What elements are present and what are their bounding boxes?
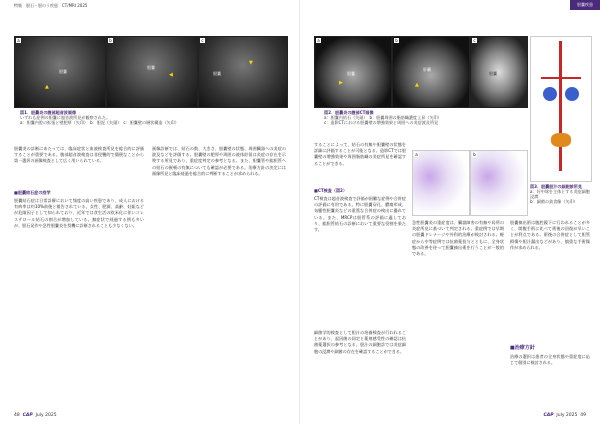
caption-title: 図1．胆嚢炎の腹部超音波画像 [20, 110, 77, 115]
organ-label: 肝臓 [423, 67, 431, 72]
section-heading: ■CT検査（図2） [314, 188, 347, 193]
ultrasound-panel-c [198, 36, 288, 108]
caption-line: b：細菌の貪食像（矢印） [530, 199, 578, 204]
caption-title: 図3．胆嚢胆汁の細胞診所見 [530, 184, 582, 189]
caption-line: a：胆嚢内結石（矢頭） b：胆嚢周囲の脂肪織濃度上昇（矢印） [324, 115, 442, 120]
body-paragraph: CT検査は超音波検査で評価が困難な症例や合併症の評価に有用である。特に胆嚢穿孔、膿瘍形成、気腫性胆嚢炎などの重篤な合併症の検出に優れている。また、MRCPは胆管系の評価に適しており、総胆管結石の診断において重要な役割を果たす。 [314, 196, 406, 233]
panel-label: a [415, 152, 418, 157]
page-footer [14, 413, 57, 418]
body-paragraph: 急性胆嚢炎の重症度は、臓器障害の有無や局所の炎症所見に基づいて判定される。重症例では早期の胆嚢ドレナージや外科的治療が検討される。軽症から中等症例では抗菌薬投与とともに、全身状態の改善を待って胆嚢摘出術を行うことが一般的である。 [412, 220, 504, 257]
cytology-panel-b [470, 150, 528, 216]
page-header: 特集 胆石・胆のう疾患 CT/MRI 2025 [14, 3, 88, 8]
arrow-icon: ▲ [45, 84, 49, 90]
organ-label: 胆嚢 [347, 71, 355, 76]
body-paragraph: することによって、結石の有無や胆嚢壁の状態を詳細に評価することが可能となる。造影CTでは胆嚢壁の増強効果や周囲脂肪織の炎症所見を確認することができる。 [314, 142, 406, 166]
body-paragraph: 治療の選択は患者の全身状態や重症度に応じて個別に検討される。 [510, 354, 590, 366]
panel-label: c [473, 38, 476, 43]
kidney-graphic [565, 87, 579, 101]
right-page [300, 0, 600, 424]
panel-label: a [317, 38, 320, 43]
section-heading: ■治療方針 [510, 345, 535, 351]
organ-label: 胆嚢 [489, 71, 497, 76]
page-number: 49 [580, 413, 586, 418]
figure2-caption [324, 110, 524, 125]
arrowhead-icon: ◀ [169, 72, 173, 78]
caption-line: c：造影CTにおける胆嚢壁の増強効果と周囲への炎症波及所見 [324, 120, 439, 125]
ct-panel-a [314, 36, 392, 108]
figure3-caption [530, 184, 592, 204]
3d-reconstruction-image [530, 36, 592, 182]
issue-date: July 2025 [35, 413, 57, 418]
section-heading: ■胆嚢結石症の疫学 [14, 190, 51, 195]
body-paragraph: 細菌学的検査として胆汁の培養検査が行われることがあり、起因菌の同定と薬剤感受性の確認は抗菌薬選択の参考となる。胆汁の細胞診では炎症細胞の浸潤や細菌の存在を確認することができる。 [314, 330, 406, 354]
gallbladder-graphic [551, 133, 571, 147]
caption-line: a：好中球を主体とする炎症細胞浸潤 [530, 189, 590, 199]
body-paragraph: 画像診断では、結石の数、大きさ、胆嚢壁の状態、周囲臓器への炎症の波及などを評価する。胆嚢壁の肥厚や周囲の液体貯留は炎症の存在を示唆する所見であり、重症度判定の参考となる。また、胆嚢管や総胆管への結石の嵌頓の有無についても確認が必要である。治療方針の決定には画像所見と臨床経過を総合的に判断することが求められる。 [152, 146, 286, 176]
arrowhead-icon: ▶ [339, 80, 343, 86]
kidney-graphic [543, 87, 557, 101]
section-tab: 胆嚢疾患 [570, 0, 600, 10]
mri-panel-c [470, 36, 528, 108]
page-footer [543, 413, 586, 418]
journal-logo: CAP [22, 413, 33, 418]
panel-label: b [473, 152, 476, 157]
caption-line: a：胆嚢内腔の拡張と壁肥厚（矢印） b：胆泥（矢頭） c：胆嚢壁の層状構造（矢印） [20, 120, 179, 125]
artery-graphic [541, 77, 581, 79]
body-paragraph: 胆嚢摘出術は腹腔鏡下に行われることが多く、開腹手術に比べて術後の回復が早いことが利点である。術後の合併症として胆管損傷や胆汁漏出などがあり、慎重な手術操作が求められる。 [510, 220, 590, 250]
panel-label: c [201, 38, 204, 43]
body-paragraph: 胆嚢結石症は日常診療において頻度の高い疾患であり、成人における有病率は約10%前後と報告されている。女性、肥満、高齢、妊娠などが危険因子として知られており、近年では食生活の欧米化に伴いコレステロール結石の割合が増加している。無症状で経過する例も多いが、胆石発作や急性胆嚢炎を契機に診断されることも少なくない。 [14, 198, 144, 228]
issue-date: July 2025 [556, 413, 578, 418]
arrow-icon: ▼ [249, 60, 253, 66]
cytology-panel-a [412, 150, 470, 216]
body-paragraph: 胆嚢炎の診断にあたっては、臨床症状と血液検査所見を総合的に評価することが重要である。腹部超音波検査は非侵襲的で簡便なことから第一選択の画像検査として広く用いられている。 [14, 146, 144, 164]
organ-label: 胆嚢 [59, 69, 67, 74]
caption-line: いずれも症例の胆嚢に超音波所見が観察された。 [20, 115, 111, 120]
panel-label: b [395, 38, 398, 43]
journal-logo: CAP [543, 413, 554, 418]
panel-label: b [109, 38, 112, 43]
caption-title: 図2．胆嚢炎の腹部CT画像 [324, 110, 374, 115]
organ-label: 胆嚢 [147, 65, 155, 70]
organ-label: 胆嚢 [213, 71, 221, 76]
aorta-graphic [559, 41, 562, 171]
ct-panel-b [392, 36, 470, 108]
ultrasound-panel-a [14, 36, 106, 108]
panel-label: a [17, 38, 20, 43]
arrow-icon: ▲ [415, 82, 419, 88]
figure1-caption [20, 110, 280, 125]
page-number: 48 [14, 413, 20, 418]
ultrasound-panel-b [106, 36, 198, 108]
